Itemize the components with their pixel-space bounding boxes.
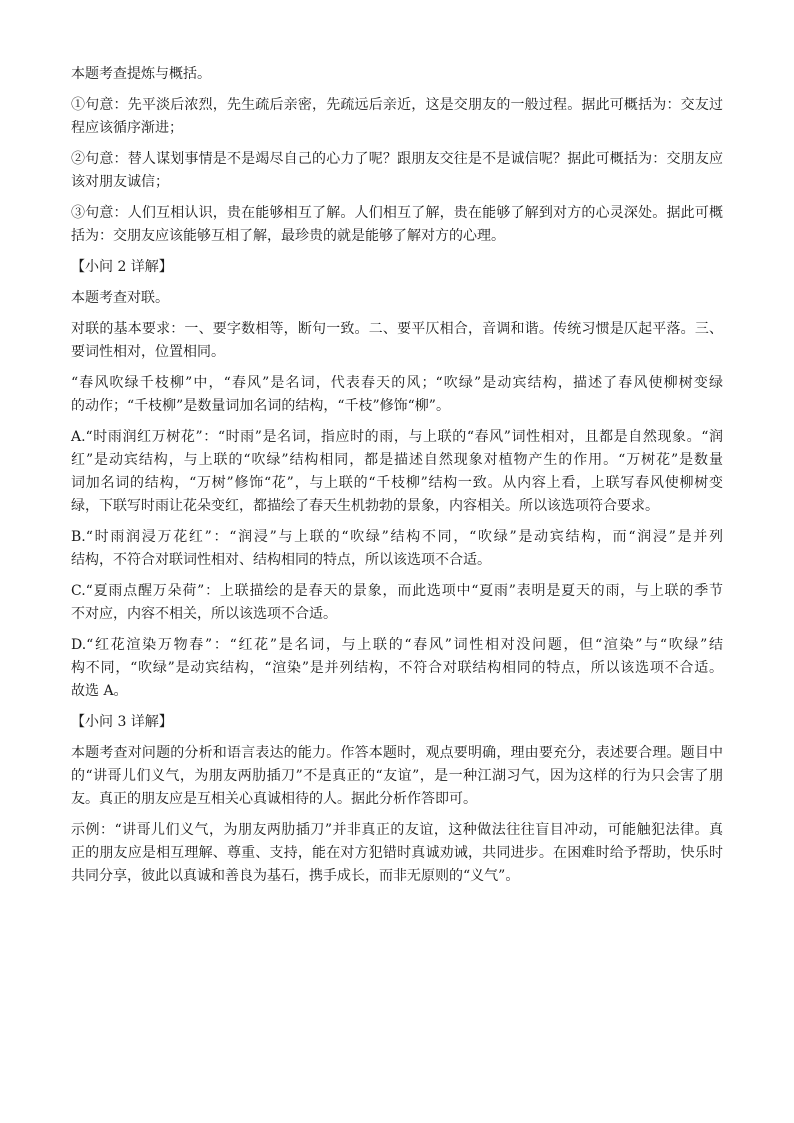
text-line: 友。真正的朋友应是互相关心真诚相待的人。据此分析作答即可。 xyxy=(71,791,477,807)
text-line: 结构，不符合对联词性相对、结构相同的特点，所以该选项不合适。 xyxy=(71,552,491,568)
text-line: 该对朋友诚信； xyxy=(71,174,169,190)
text-line: 【小问 3 详解】 xyxy=(71,714,173,730)
text-paragraph xyxy=(71,372,723,418)
text-line: 共同分享，彼此以真诚和善良为基石，携手成长，而非无原则的“义气”。 xyxy=(71,868,520,884)
text-line: 故选 A。 xyxy=(71,683,128,699)
text-line: 的“讲哥儿们义气，为朋友两肋插刀”不是真正的“友谊”，是一种江湖习气，因为这样的行为只会害了朋 xyxy=(71,768,723,784)
text-line: 词加名词的结构，“万树”修饰“花”，与上联的“千枝柳”结构一致。从内容上看，上联写春风使柳树变 xyxy=(71,475,723,491)
text-line: A.“时雨润红万树花”：“时雨”是名词，指应时的雨，与上联的“春风”词性相对，且都是自然现象。“润 xyxy=(71,429,723,445)
section-heading xyxy=(71,711,723,734)
text-paragraph xyxy=(71,202,723,248)
section-heading xyxy=(71,256,723,279)
text-line: 本题考查对问题的分析和语言表达的能力。作答本题时，观点要明确，理由要充分，表述要合理。题目中 xyxy=(71,745,723,761)
text-line: 正的朋友应是相互理解、尊重、支持，能在对方犯错时真诚劝诫，共同进步。在困难时给予帮助，快乐时 xyxy=(71,845,723,861)
text-line: 绿，下联写时雨让花朵变红，都描绘了春天生机勃勃的景象，内容相关。所以该选项符合要求。 xyxy=(71,498,659,514)
text-paragraph xyxy=(71,148,723,194)
text-line: 括为：交朋友应该能够互相了解，最珍贵的就是能够了解对方的心理。 xyxy=(71,228,505,244)
text-line: ③句意：人们互相认识，贵在能够相互了解。人们相互了解，贵在能够了解到对方的心灵深处。据此可概 xyxy=(71,205,723,221)
text-line: ①句意：先平淡后浓烈，先生疏后亲密，先疏远后亲近，这是交朋友的一般过程。据此可概括为：交友过 xyxy=(71,97,723,113)
text-line: 不对应，内容不相关，所以该选项不合适。 xyxy=(71,606,337,622)
text-line: 示例：“讲哥儿们义气，为朋友两肋插刀”并非真正的友谊，这种做法往往盲目冲动，可能触犯法律。真 xyxy=(71,822,723,838)
text-line: 构不同，“吹绿”是动宾结构，“渲染”是并列结构，不符合对联结构相同的特点，所以该选项不合适。 xyxy=(71,660,723,676)
text-line: 程应该循序渐进； xyxy=(71,120,183,136)
text-line: 【小问 2 详解】 xyxy=(71,259,173,275)
text-paragraph xyxy=(71,318,723,364)
text-paragraph xyxy=(71,580,723,626)
answer-explanation-page xyxy=(71,63,723,896)
text-line: D.“红花渲染万物春”：“红花”是名词，与上联的“春风”词性相对没问题，但“渲染”与“吹绿”结 xyxy=(71,637,723,653)
text-line: 本题考查提炼与概括。 xyxy=(71,66,211,82)
text-paragraph xyxy=(71,634,723,703)
text-paragraph xyxy=(71,63,723,86)
text-line: 红”是动宾结构，与上联的“吹绿”结构相同，都是描述自然现象对植物产生的作用。“万树花”是数量 xyxy=(71,452,723,468)
text-line: B.“时雨润浸万花红”：“润浸”与上联的“吹绿”结构不同，“吹绿”是动宾结构，而“润浸”是并列 xyxy=(71,529,723,545)
text-paragraph xyxy=(71,742,723,811)
text-line: C.“夏雨点醒万朵荷”：上联描绘的是春天的景象，而此选项中“夏雨”表明是夏天的雨，与上联的季节 xyxy=(71,583,723,599)
text-line: 本题考查对联。 xyxy=(71,290,169,306)
text-paragraph xyxy=(71,287,723,310)
text-paragraph xyxy=(71,426,723,518)
text-line: ②句意：替人谋划事情是不是竭尽自己的心力了呢？跟朋友交往是不是诚信呢？据此可概括为：交朋友应 xyxy=(71,151,723,167)
text-paragraph xyxy=(71,819,723,888)
text-paragraph xyxy=(71,526,723,572)
text-line: “春风吹绿千枝柳”中，“春风”是名词，代表春天的风；“吹绿”是动宾结构，描述了春风使柳树变绿 xyxy=(71,375,723,391)
text-paragraph xyxy=(71,94,723,140)
text-line: 对联的基本要求：一、要字数相等，断句一致。二、要平仄相合，音调和谐。传统习惯是仄起平落。三、 xyxy=(71,321,723,337)
text-line: 要词性相对，位置相同。 xyxy=(71,344,225,360)
text-line: 的动作；“千枝柳”是数量词加名词的结构，“千枝”修饰“柳”。 xyxy=(71,398,450,414)
